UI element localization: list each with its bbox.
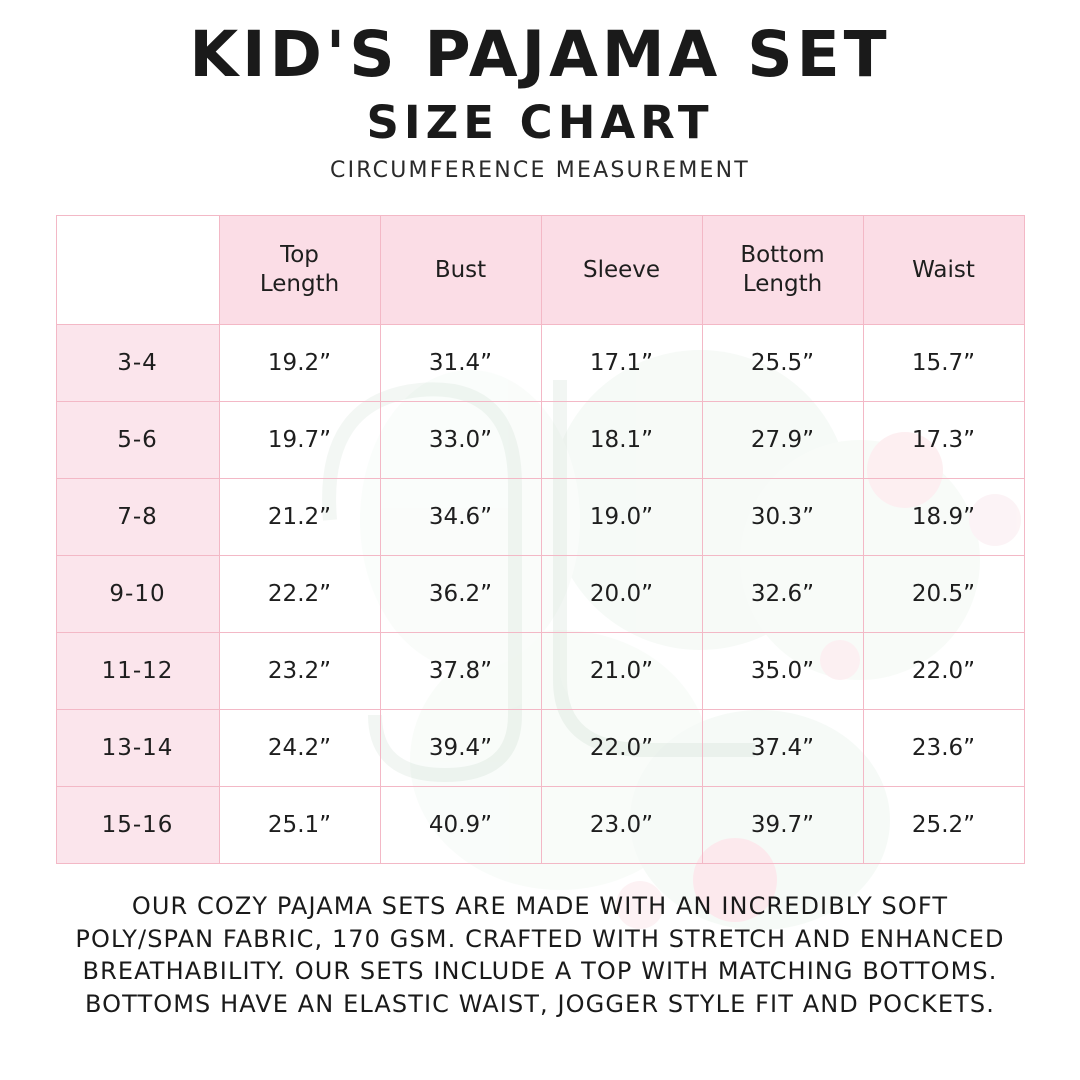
cell-bottom-length: 39.7” [702, 787, 863, 864]
cell-bust: 36.2” [380, 556, 541, 633]
table-row [56, 633, 1024, 710]
size-chart-table-wrapper [56, 215, 1024, 864]
column-header-line2: Length [259, 271, 340, 298]
cell-bottom-length: 35.0” [702, 633, 863, 710]
cell-sleeve: 20.0” [541, 556, 702, 633]
description-line: POLY/SPAN FABRIC, 170 GSM. CRAFTED WITH STRETCH AND ENHANCED [75, 924, 1005, 953]
cell-bust: 40.9” [380, 787, 541, 864]
table-row [56, 787, 1024, 864]
cell-sleeve: 23.0” [541, 787, 702, 864]
table-row [56, 402, 1024, 479]
column-header-bust: Bust [380, 216, 541, 325]
column-header-top-length [219, 216, 380, 325]
row-label: 15-16 [56, 787, 219, 864]
row-label: 3-4 [56, 325, 219, 402]
description-line: BOTTOMS HAVE AN ELASTIC WAIST, JOGGER STYLE FIT AND POCKETS. [85, 990, 995, 1019]
cell-bust: 39.4” [380, 710, 541, 787]
cell-top-length: 19.2” [219, 325, 380, 402]
cell-top-length: 23.2” [219, 633, 380, 710]
column-header-bottom-length [702, 216, 863, 325]
description-line: OUR COZY PAJAMA SETS ARE MADE WITH AN INCREDIBLY SOFT [131, 892, 949, 921]
cell-waist: 23.6” [863, 710, 1024, 787]
row-label: 7-8 [56, 479, 219, 556]
cell-bottom-length: 27.9” [702, 402, 863, 479]
cell-bottom-length: 32.6” [702, 556, 863, 633]
cell-bust: 31.4” [380, 325, 541, 402]
row-label: 13-14 [56, 710, 219, 787]
cell-bottom-length: 37.4” [702, 710, 863, 787]
cell-top-length: 22.2” [219, 556, 380, 633]
cell-sleeve: 18.1” [541, 402, 702, 479]
table-row [56, 325, 1024, 402]
table-header-row [56, 216, 1024, 325]
cell-waist: 25.2” [863, 787, 1024, 864]
column-header-sleeve: Sleeve [541, 216, 702, 325]
cell-sleeve: 22.0” [541, 710, 702, 787]
size-chart-table [56, 215, 1025, 864]
row-label: 5-6 [56, 402, 219, 479]
cell-waist: 17.3” [863, 402, 1024, 479]
cell-bust: 37.8” [380, 633, 541, 710]
cell-sleeve: 17.1” [541, 325, 702, 402]
cell-bust: 34.6” [380, 479, 541, 556]
table-corner-cell [56, 216, 219, 325]
table-row [56, 556, 1024, 633]
row-label: 11-12 [56, 633, 219, 710]
measurement-note: CIRCUMFERENCE MEASUREMENT [330, 158, 750, 184]
row-label: 9-10 [56, 556, 219, 633]
page-subtitle: SIZE CHART [366, 96, 714, 150]
page-title: KID'S PAJAMA SET [189, 18, 891, 91]
cell-bust: 33.0” [380, 402, 541, 479]
cell-top-length: 25.1” [219, 787, 380, 864]
cell-sleeve: 19.0” [541, 479, 702, 556]
cell-waist: 18.9” [863, 479, 1024, 556]
cell-sleeve: 21.0” [541, 633, 702, 710]
cell-bottom-length: 30.3” [702, 479, 863, 556]
description-line: BREATHABILITY. OUR SETS INCLUDE A TOP WITH MATCHING BOTTOMS. [82, 957, 998, 986]
fabric-description [35, 890, 1045, 1021]
cell-waist: 20.5” [863, 556, 1024, 633]
table-row [56, 479, 1024, 556]
cell-top-length: 19.7” [219, 402, 380, 479]
column-header-line2: Length [742, 271, 823, 298]
column-header-line1: Top [280, 242, 319, 269]
cell-waist: 15.7” [863, 325, 1024, 402]
cell-top-length: 24.2” [219, 710, 380, 787]
table-row [56, 710, 1024, 787]
cell-bottom-length: 25.5” [702, 325, 863, 402]
column-header-line1: Bottom [740, 242, 825, 269]
cell-waist: 22.0” [863, 633, 1024, 710]
column-header-waist: Waist [863, 216, 1024, 325]
cell-top-length: 21.2” [219, 479, 380, 556]
